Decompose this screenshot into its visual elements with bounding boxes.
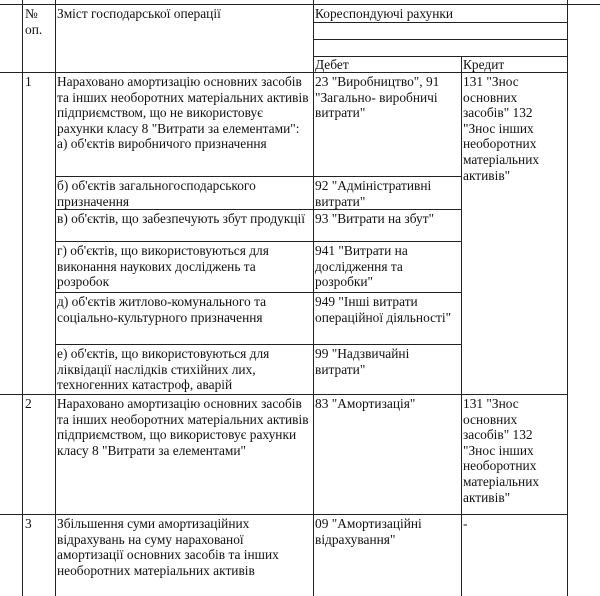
debit-account: 83 "Амортизація"	[315, 396, 416, 411]
operation-content: Нараховано амортизацію основних засобів та інших необоротних матеріальних активів підприємством, що використовує рахунки класу 8 "Витрати за елементами"	[57, 396, 309, 458]
row-number: 3	[25, 516, 32, 531]
credit-column-header: Кредит	[463, 57, 505, 72]
debit-account: 09 "Амортизаційні відрахування"	[315, 516, 422, 547]
operation-content: б) об'єктів загальногосподарського призначення	[57, 178, 256, 209]
number-column-header: № оп.	[25, 6, 43, 37]
operation-content: г) об'єктів, що використовуються для виконання наукових досліджень та розробок	[57, 243, 269, 290]
debit-account: 99 "Надзвичайні витрати"	[315, 346, 410, 377]
credit-account: 131 "Знос основних засобів" 132 "Знос інших необоротних матеріальних активів"	[463, 74, 540, 183]
operation-content: в) об'єктів, що забезпечують збут продукції	[57, 211, 305, 226]
operation-content: е) об'єктів, що використовуються для ліквідації наслідків стихійних лих, техногенних катастроф, аварій	[57, 346, 270, 393]
operation-content: д) об'єктів житлово-комунального та соціально-культурного призначення	[57, 294, 267, 325]
debit-account: 23 "Виробництво", 91 "Загально- виробничі витрати"	[315, 74, 440, 121]
accounts-column-header: Кореспондуючі рахунки	[315, 6, 454, 21]
operation-content: Збільшення суми амортизаційних відрахувань на суму нарахованої амортизації основних засобів та інших необоротних матеріальних активів	[57, 516, 279, 578]
debit-account: 949 "Інші витрати операційної діяльності"	[315, 294, 452, 325]
credit-account: 131 "Знос основних засобів" 132 "Знос інших необоротних матеріальних активів"	[463, 396, 540, 505]
row-number: 1	[25, 74, 32, 89]
debit-column-header: Дебет	[315, 57, 349, 72]
debit-account: 92 "Адміністративні витрати"	[315, 178, 432, 209]
operation-content: Нараховано амортизацію основних засобів та інших необоротних матеріальних активів підприємством, що не використовує рахунки класу 8 "Витрати за елементами": а) об'єктів виробничого призначення	[57, 74, 309, 152]
credit-account: -	[463, 516, 468, 531]
debit-account: 93 "Витрати на збут"	[315, 211, 435, 226]
content-column-header: Зміст господарської операції	[57, 6, 221, 21]
debit-account: 941 "Витрати на дослідження та розробки"	[315, 243, 408, 290]
row-number: 2	[25, 396, 32, 411]
